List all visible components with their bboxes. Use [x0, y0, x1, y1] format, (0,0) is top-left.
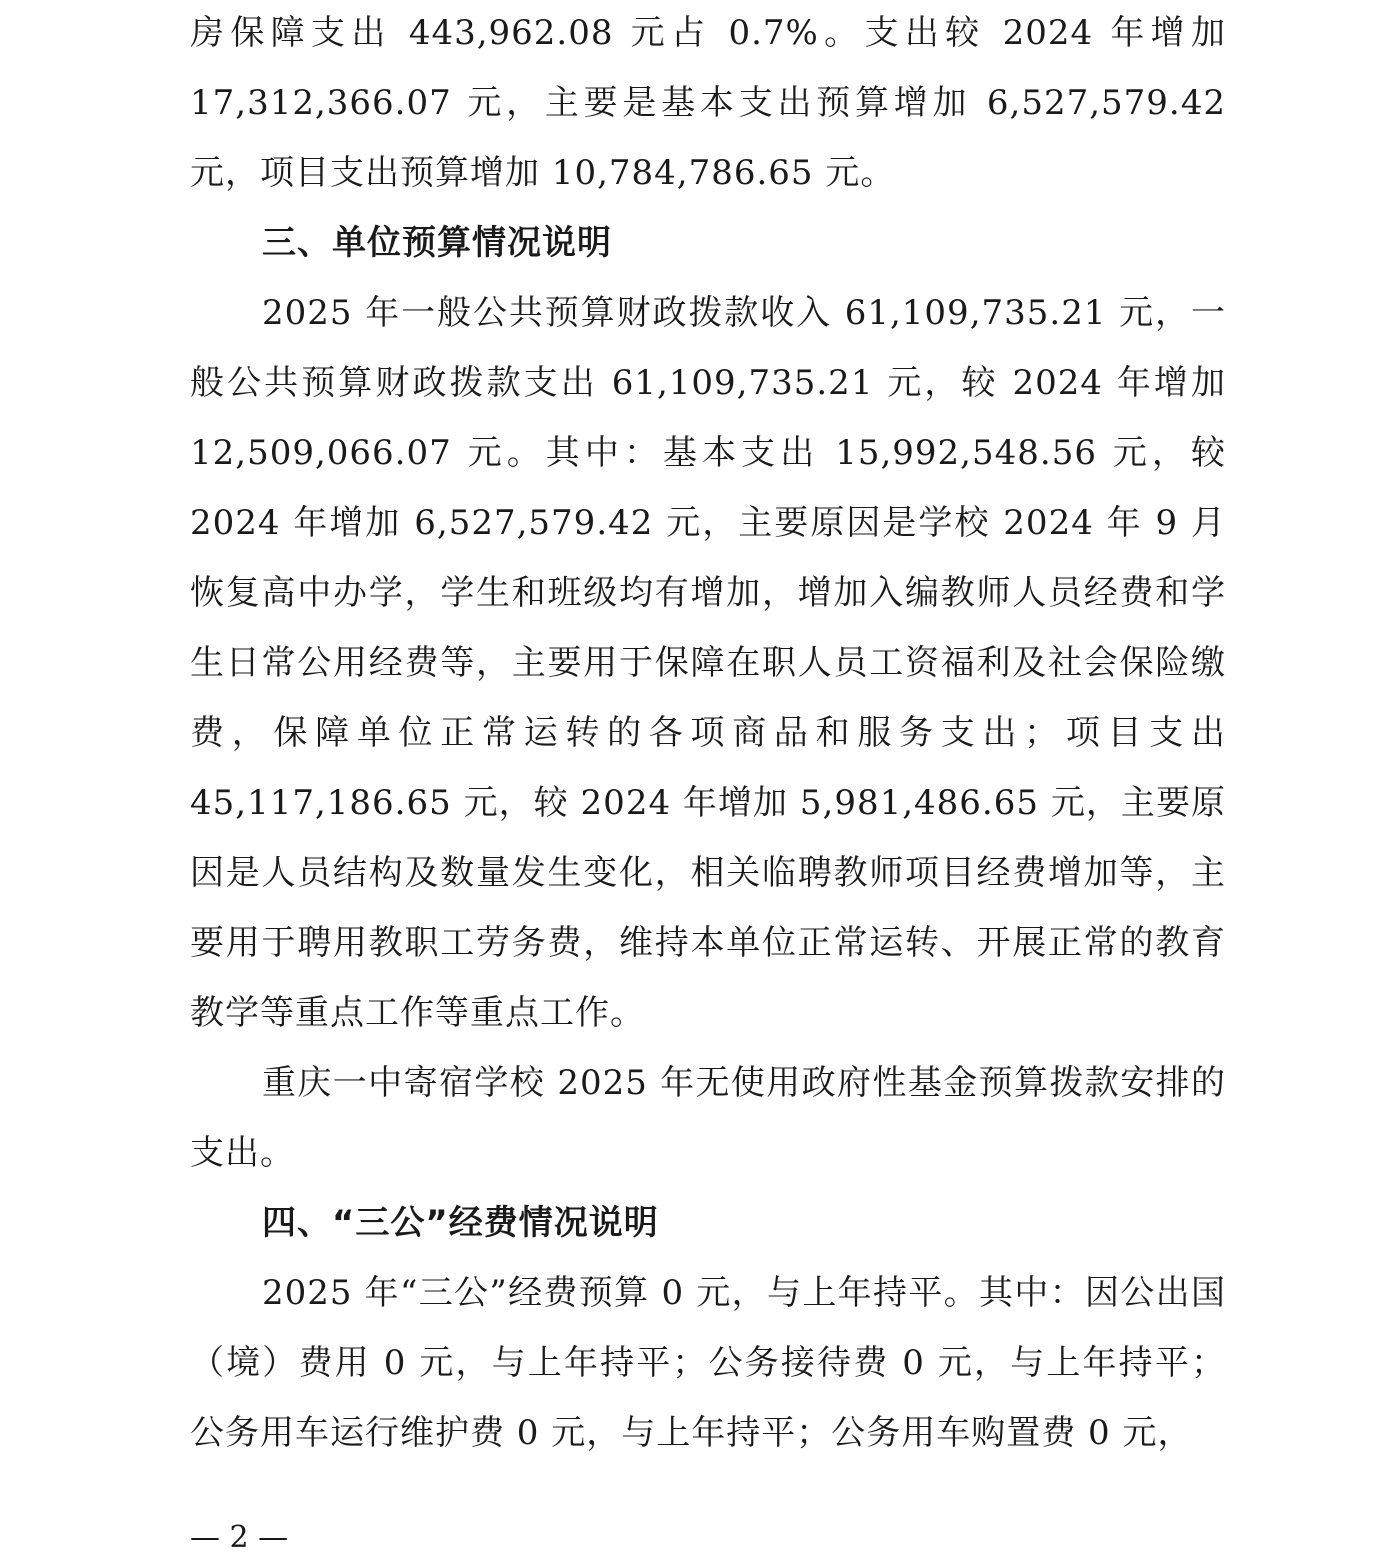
- paragraph-general-budget: 2025 年一般公共预算财政拨款收入 61,109,735.21 元，一般公共预算财政拨款支出 61,109,735.21 元，较 2024 年增加 12,509,066.07 元。其中：基本支出 15,992,548.56 元，较 2024 年增加 6,527,579.42 元，主要原因是学校 2024 年 9 月恢复高中办学，学生和班级均有增加，增加入编教师人员经费和学生日常公用经费等，主要用于保障在职人员工资福利及社会保险缴费，保障单位正常运转的各项商品和服务支出；项目支出 45,117,186.65 元，较 2024 年增加 5,981,486.65 元，主要原因是人员结构及数量发生变化，相关临聘教师项目经费增加等，主要用于聘用教职工劳务费，维持本单位正常运转、开展正常的教育教学等重点工作等重点工作。: [190, 293, 1226, 1033]
- paragraph-three-public-expense: 2025 年“三公”经费预算 0 元，与上年持平。其中：因公出国（境）费用 0 元，与上年持平；公务接待费 0 元，与上年持平；公务用车运行维护费 0 元，与上年持平；公务用车购置费 0 元，: [190, 1273, 1226, 1453]
- section-heading-unit-budget: 三、单位预算情况说明: [262, 223, 612, 263]
- document-page: [190, 0, 1226, 1468]
- page-number: — 2 —: [190, 1520, 289, 1555]
- paragraph-housing-expense: 房保障支出 443,962.08 元占 0.7%。支出较 2024 年增加 17,312,366.07 元，主要是基本支出预算增加 6,527,579.42 元，项目支出预算增加 10,784,786.65 元。: [190, 13, 1226, 193]
- section-heading-three-public: 四、“三公”经费情况说明: [262, 1203, 659, 1243]
- paragraph-government-fund: 重庆一中寄宿学校 2025 年无使用政府性基金预算拨款安排的支出。: [190, 1063, 1226, 1173]
